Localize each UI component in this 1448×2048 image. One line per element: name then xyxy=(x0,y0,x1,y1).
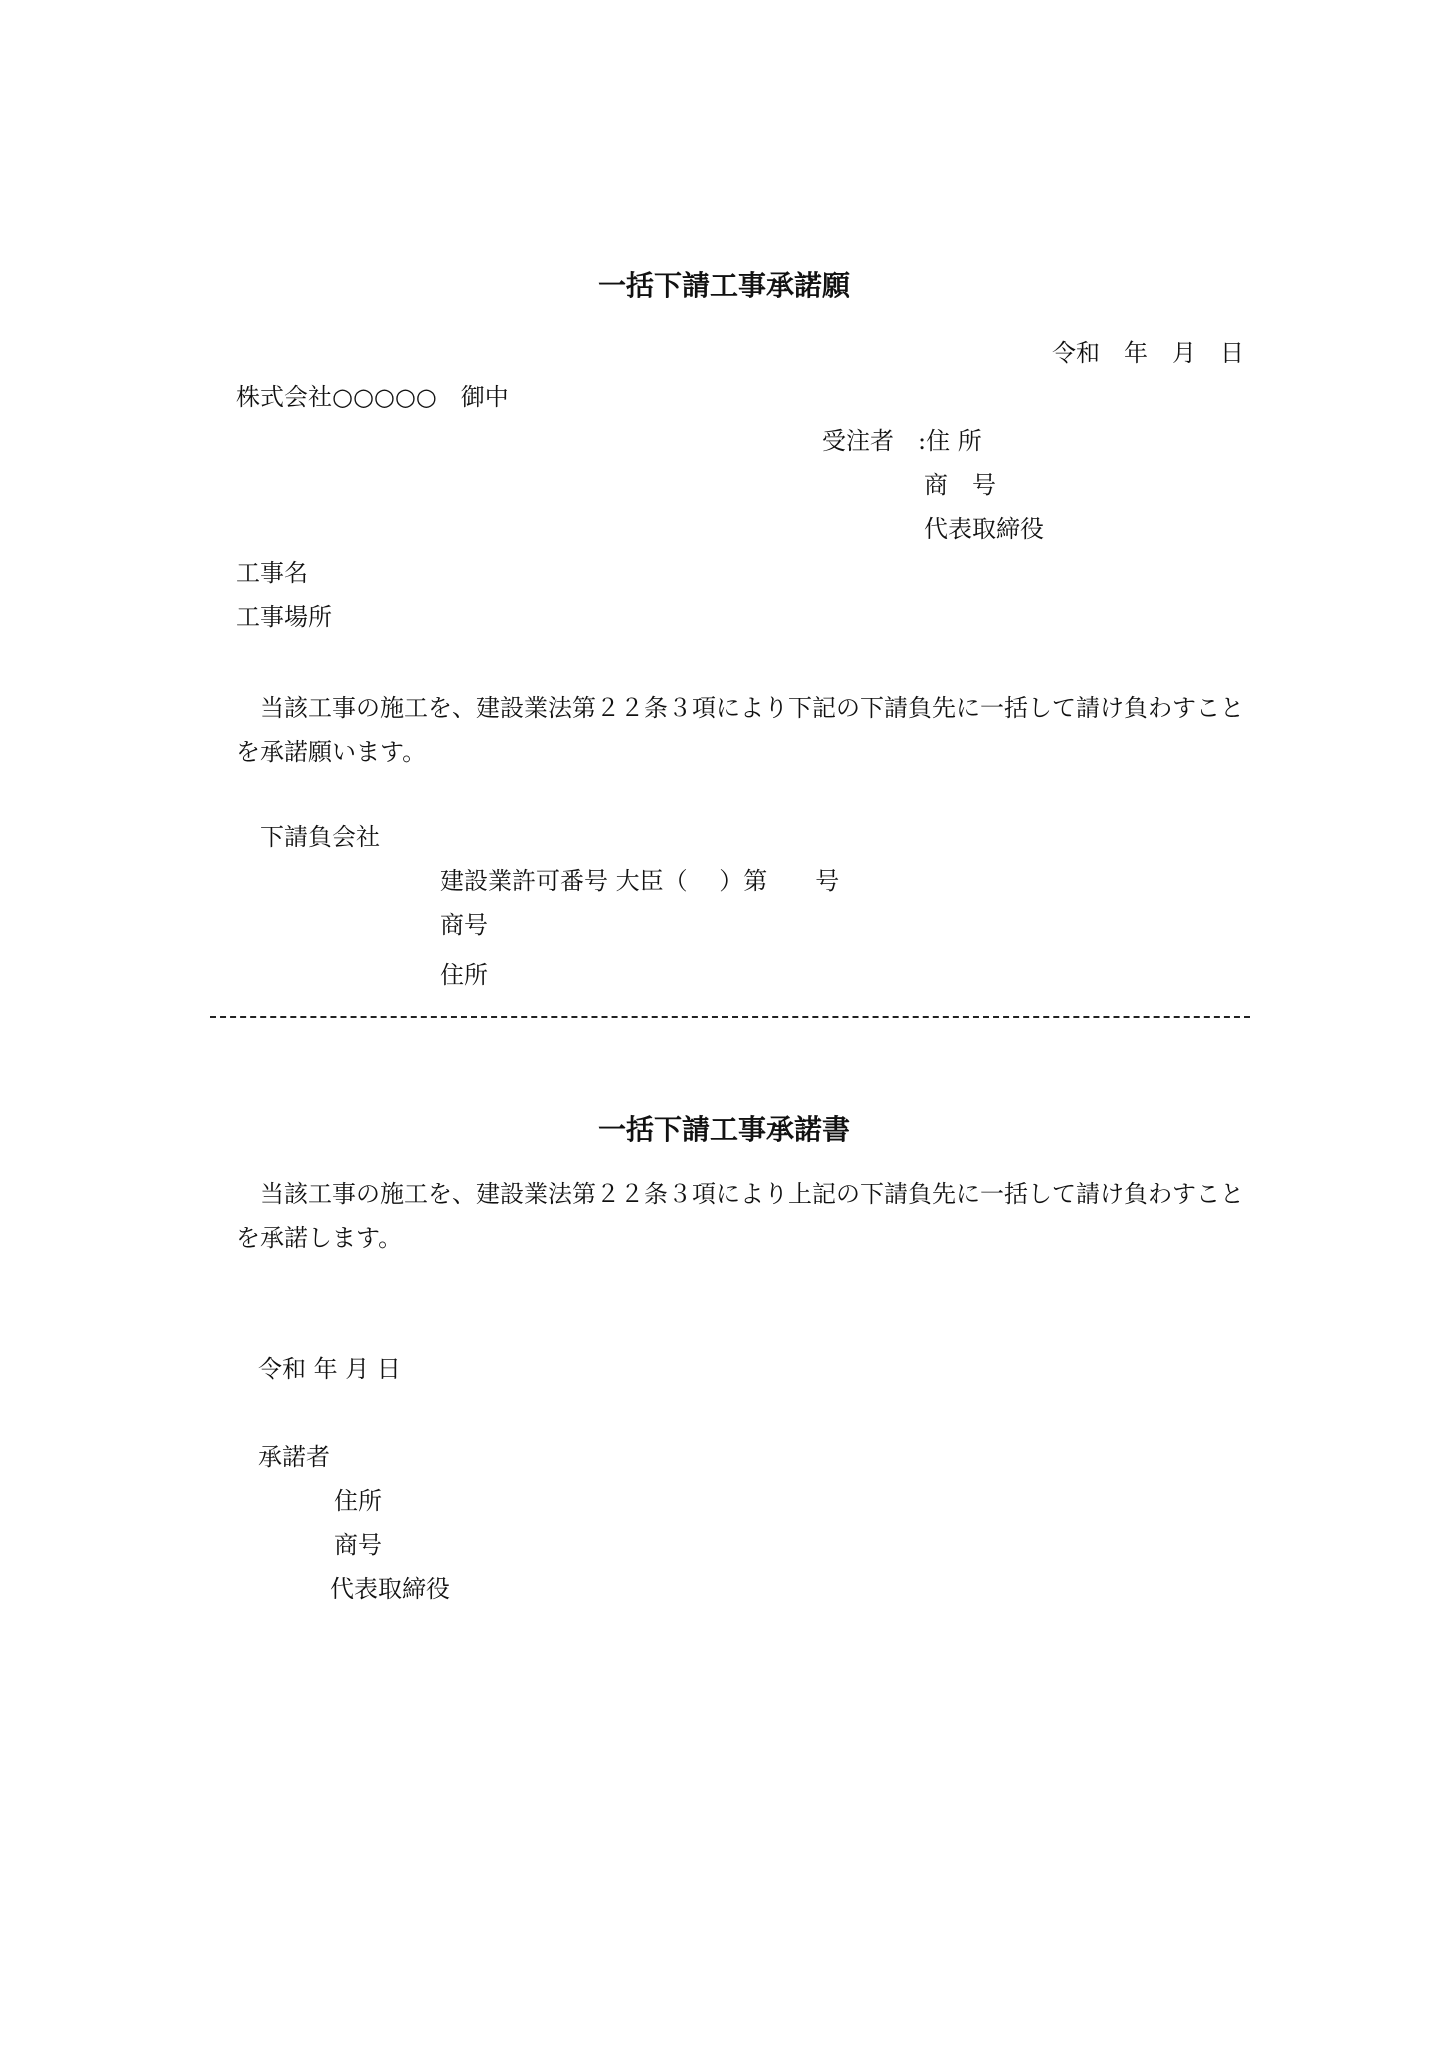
consenter-representative-label: 代表取締役 xyxy=(330,1575,450,1603)
addressee: 株式会社○○○○○ 御中 xyxy=(236,383,509,411)
contractor-trade-name-label: 商 号 xyxy=(924,471,996,499)
consent-body: 当該工事の施工を、建設業法第２２条３項により上記の下請負先に一括して請け負わすことを承諾します。 xyxy=(236,1180,1244,1252)
project-site-label: 工事場所 xyxy=(236,603,332,631)
request-title: 一括下請工事承諾願 xyxy=(597,269,850,302)
contractor-address-label: 受注者 :住 所 xyxy=(822,427,982,455)
subcontractor-trade-name-label: 商号 xyxy=(440,911,488,939)
request-body: 当該工事の施工を、建設業法第２２条３項により下記の下請負先に一括して請け負わすことを承諾願います。 xyxy=(236,694,1244,766)
consenter-address-label: 住所 xyxy=(334,1487,382,1515)
subcontractor-address-label: 住所 xyxy=(440,961,488,989)
consenter-trade-name-label: 商号 xyxy=(334,1531,382,1559)
permit-number-line: 建設業許可番号 大臣（ ）第 号 xyxy=(440,867,840,895)
subcontractor-heading: 下請負会社 xyxy=(260,823,380,851)
consent-title: 一括下請工事承諾書 xyxy=(597,1113,850,1146)
consenter-heading: 承諾者 xyxy=(258,1443,330,1471)
request-date: 令和 年 月 日 xyxy=(1052,339,1244,367)
cut-line-divider xyxy=(210,1016,1250,1018)
project-name-label: 工事名 xyxy=(236,559,308,587)
consent-date: 令和 年 月 日 xyxy=(258,1355,401,1383)
contractor-representative-label: 代表取締役 xyxy=(924,515,1044,543)
